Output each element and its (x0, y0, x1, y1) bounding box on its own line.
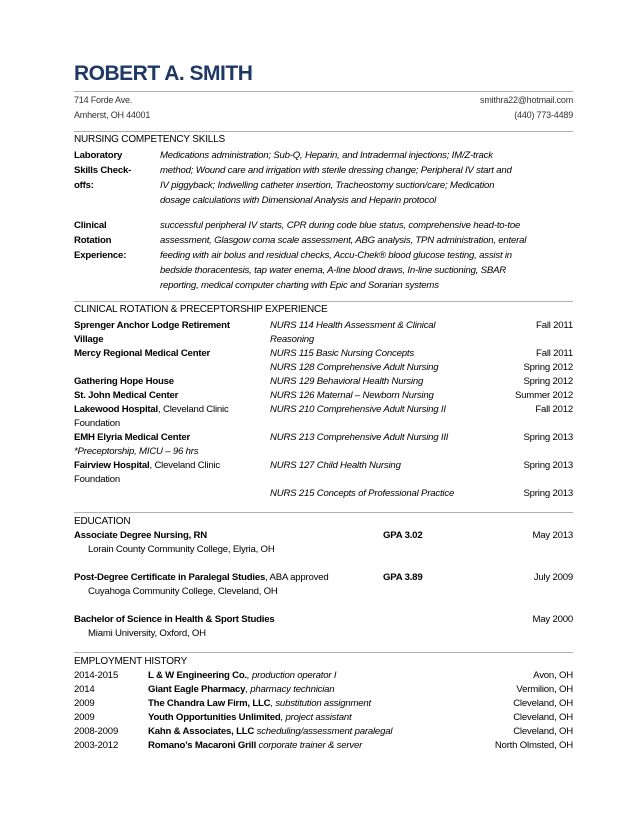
course-term: Spring 2012 (523, 362, 573, 373)
lab-label-line: Laboratory (74, 150, 123, 161)
course-term: Fall 2012 (535, 404, 573, 415)
employment-years: 2014 (74, 684, 95, 695)
section-divider (74, 652, 573, 653)
lab-skills-text: dosage calculations with Dimensional Analysis and Heparin protocol (160, 195, 437, 206)
site-detail: Foundation (74, 418, 121, 429)
candidate-name: ROBERT A. SMITH (74, 62, 253, 85)
course-name: NURS 126 Maternal – Newborn Nursing (270, 390, 434, 401)
job-title: , production operator I (247, 670, 337, 681)
employer-name: L & W Engineering Co. (148, 670, 248, 681)
preceptorship-note: *Preceptorship, MICU – 96 hrs (74, 446, 199, 457)
degree-extra: , ABA approved (265, 572, 329, 583)
course-name: NURS 210 Comprehensive Adult Nursing II (270, 404, 446, 415)
school-name: Lorain County Community College, Elyria, OH (88, 544, 275, 555)
course-name: NURS 114 Health Assessment & Clinical (270, 320, 436, 331)
course-name: NURS 115 Basic Nursing Concepts (270, 348, 414, 359)
employment-entry (148, 725, 392, 739)
job-title: , project assistant (280, 712, 352, 723)
course-name: NURS 129 Behavioral Health Nursing (270, 376, 424, 387)
site-name: EMH Elyria Medical Center (74, 432, 191, 443)
site-name: Gathering Hope House (74, 376, 174, 387)
employment-entry (148, 683, 334, 697)
lab-label-line: offs: (74, 180, 94, 191)
employment-location: Cleveland, OH (513, 712, 573, 723)
degree-gpa: GPA 3.89 (383, 572, 423, 583)
clinical-site (74, 473, 120, 487)
address-line-2: Amherst, OH 44001 (74, 110, 151, 120)
section-divider (74, 301, 573, 302)
employment-years: 2014-2015 (74, 670, 119, 681)
clinical-site (74, 459, 220, 473)
job-title: , substitution assignment (270, 698, 371, 709)
degree-title: Associate Degree Nursing, RN (74, 530, 208, 541)
site-name: Mercy Regional Medical Center (74, 348, 211, 359)
course-name: NURS 128 Comprehensive Adult Nursing (270, 362, 439, 373)
site-name: Village (74, 334, 104, 345)
job-title: corporate trainer & server (256, 740, 363, 751)
phone-number: (440) 773-4489 (514, 110, 573, 120)
section-divider (74, 512, 573, 513)
site-detail: , Cleveland Clinic (149, 460, 221, 471)
course-term: Spring 2013 (523, 460, 573, 471)
employment-location: Cleveland, OH (513, 698, 573, 709)
clinical-label-line: Clinical (74, 220, 107, 231)
course-term: Summer 2012 (514, 390, 573, 401)
clinical-heading: CLINICAL ROTATION & PRECEPTORSHIP EXPERIENCE (74, 304, 328, 315)
degree-gpa: GPA 3.02 (383, 530, 423, 541)
lab-skills-text: method; Wound care and irrigation with sterile dressing change; Peripheral IV start and (160, 165, 512, 176)
degree-date: May 2013 (532, 530, 573, 541)
course-name: Reasoning (270, 334, 315, 345)
employment-years: 2009 (74, 712, 95, 723)
employment-location: Cleveland, OH (513, 726, 573, 737)
site-name: Fairview Hospital (74, 460, 150, 471)
skills-heading: NURSING COMPETENCY SKILLS (74, 134, 225, 145)
clinical-skills-text: assessment, Glasgow coma scale assessment, ABG analysis, TPN administration, enteral (160, 235, 527, 246)
site-name: Sprenger Anchor Lodge Retirement (74, 320, 230, 331)
employment-years: 2009 (74, 698, 95, 709)
employment-entry (148, 739, 362, 753)
employment-entry (148, 711, 351, 725)
employment-location: North Olmsted, OH (494, 740, 573, 751)
clinical-skills-text: bedside thoracentesis, tap water enema, A-line blood draws, In-line suctioning, SBAR (160, 265, 507, 276)
clinical-label-line: Experience: (74, 250, 127, 261)
course-term: Spring 2013 (523, 488, 573, 499)
education-heading: EDUCATION (74, 516, 131, 527)
degree-date: July 2009 (533, 572, 573, 583)
lab-skills-text: IV piggyback; Indwelling catheter insertion, Tracheostomy suction/care; Medication (160, 180, 495, 191)
clinical-site (74, 333, 103, 347)
clinical-site (74, 431, 190, 445)
job-title: , pharmacy technician (245, 684, 335, 695)
employment-location: Avon, OH (533, 670, 573, 681)
site-detail: Foundation (74, 474, 121, 485)
clinical-site (74, 375, 174, 389)
site-detail: , Cleveland Clinic (158, 404, 229, 415)
degree-title (74, 571, 328, 585)
school-name: Cuyahoga Community College, Cleveland, OH (88, 586, 278, 597)
employer-name: Giant Eagle Pharmacy (148, 684, 246, 695)
clinical-skills-text: successful peripheral IV starts, CPR during code blue status, comprehensive head-to-toe (160, 220, 521, 231)
clinical-skills-text: feeding with air bolus and residual checks, Accu-Chek® blood glucose testing, assist in (160, 250, 512, 261)
employer-name: Romano’s Macaroni Grill (148, 740, 257, 751)
degree-title: Bachelor of Science in Health & Sport Studies (74, 614, 275, 625)
clinical-site (74, 319, 230, 333)
course-term: Spring 2012 (523, 376, 573, 387)
lab-skills-text: Medications administration; Sub-Q, Heparin, and Intradermal injections; IM/Z-track (160, 150, 493, 161)
email-address[interactable]: smithra22@hotmail.com (480, 95, 573, 105)
employment-years: 2008-2009 (74, 726, 119, 737)
clinical-site (74, 347, 210, 361)
course-term: Spring 2013 (523, 432, 573, 443)
employer-name: Youth Opportunities Unlimited (148, 712, 281, 723)
header-divider (74, 91, 573, 92)
employer-name: Kahn & Associates, LLC (148, 726, 255, 737)
employer-name: The Chandra Law Firm, LLC (148, 698, 271, 709)
section-divider (74, 131, 573, 132)
clinical-site (74, 417, 120, 431)
course-term: Fall 2011 (536, 348, 573, 359)
course-name: NURS 213 Comprehensive Adult Nursing III (270, 432, 449, 443)
clinical-site (74, 389, 178, 403)
employment-location: Vermilion, OH (516, 684, 573, 695)
clinical-label-line: Rotation (74, 235, 112, 246)
employment-years: 2003-2012 (74, 740, 119, 751)
address-line-1: 714 Forde Ave. (74, 95, 133, 105)
school-name: Miami University, Oxford, OH (88, 628, 206, 639)
degree-title-text: Post-Degree Certificate in Paralegal Studies (74, 572, 266, 583)
course-term: Fall 2011 (536, 320, 573, 331)
employment-heading: EMPLOYMENT HISTORY (74, 656, 188, 667)
course-name: NURS 127 Child Health Nursing (270, 460, 401, 471)
clinical-site (74, 403, 229, 417)
degree-date: May 2000 (532, 614, 573, 625)
clinical-skills-text: reporting, medical computer charting with Epic and Sorarian systems (160, 280, 439, 291)
job-title: scheduling/assessment paralegal (254, 726, 393, 737)
course-name: NURS 215 Concepts of Professional Practice (270, 488, 455, 499)
lab-label-line: Skills Check- (74, 165, 132, 176)
site-name: St. John Medical Center (74, 390, 179, 401)
site-name: Lakewood Hospital (74, 404, 159, 415)
employment-entry (148, 697, 371, 711)
employment-entry (148, 669, 336, 683)
